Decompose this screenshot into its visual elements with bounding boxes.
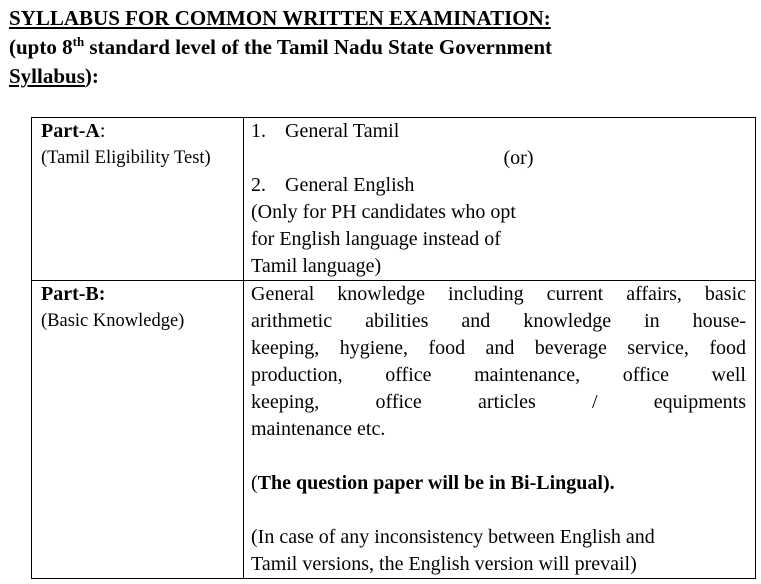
option-2-number: 2. <box>251 174 266 196</box>
heading-line-1: SYLLABUS FOR COMMON WRITTEN EXAMINATION: <box>9 6 551 30</box>
part-a-subtitle: (Tamil Eligibility Test) <box>41 148 211 168</box>
part-a-option-1 <box>251 118 746 145</box>
desc-line-2: arithmetic abilities and knowledge in house- <box>251 310 746 332</box>
bilingual-note <box>251 470 746 497</box>
part-b-label-cell <box>32 281 244 579</box>
option-1-number: 1. <box>251 120 266 142</box>
part-b-content-cell <box>244 281 756 579</box>
heading-line-3 <box>9 62 749 91</box>
ph-note-line-1: (Only for PH candidates who opt <box>251 201 516 223</box>
table-row-part-b <box>32 281 756 579</box>
desc-line-3: keeping, hygiene, food and beverage service, food <box>251 337 746 359</box>
part-a-option-2 <box>251 172 746 199</box>
inconsistency-line-1: (In case of any inconsistency between English and <box>251 526 655 548</box>
desc-line-4: production, office maintenance, office well <box>251 364 746 386</box>
desc-line-6: maintenance etc. <box>251 418 386 440</box>
heading-line-3-end: ): <box>84 64 99 88</box>
part-b-subtitle: (Basic Knowledge) <box>41 311 185 331</box>
part-a-title: Part-A <box>41 120 100 142</box>
heading-line-2-end: standard level of the Tamil Nadu State Government <box>84 35 553 59</box>
part-a-label-cell <box>32 118 244 281</box>
heading-line-2 <box>9 33 749 62</box>
heading-line-2-start: (upto 8 <box>9 35 73 59</box>
ph-note-line-2: for English language instead of <box>251 228 501 250</box>
desc-line-1: General knowledge including current affairs, basic <box>251 283 746 305</box>
part-a-content-cell <box>244 118 756 281</box>
table-row-part-a <box>32 118 756 281</box>
part-a-title-colon: : <box>99 120 106 142</box>
bilingual-note-text: The question paper will be in Bi-Lingual). <box>257 472 615 494</box>
spacer <box>251 497 746 524</box>
spacer <box>251 443 746 470</box>
part-b-title: Part-B: <box>41 283 106 305</box>
bilingual-open-paren: ( <box>251 472 258 494</box>
heading-superscript: th <box>72 34 85 49</box>
ph-note-line-3: Tamil language) <box>251 255 382 277</box>
syllabus-table <box>31 117 756 579</box>
option-2-text: General English <box>285 174 415 196</box>
inconsistency-line-2: Tamil versions, the English version will prevail) <box>251 553 637 575</box>
heading-syllabus-word: Syllabus <box>9 64 85 88</box>
or-separator: (or) <box>503 147 534 169</box>
syllabus-heading <box>9 4 749 91</box>
desc-line-5: keeping, office articles / equipments <box>251 391 746 413</box>
option-1-text: General Tamil <box>285 120 400 142</box>
part-a-title-line <box>41 118 243 145</box>
